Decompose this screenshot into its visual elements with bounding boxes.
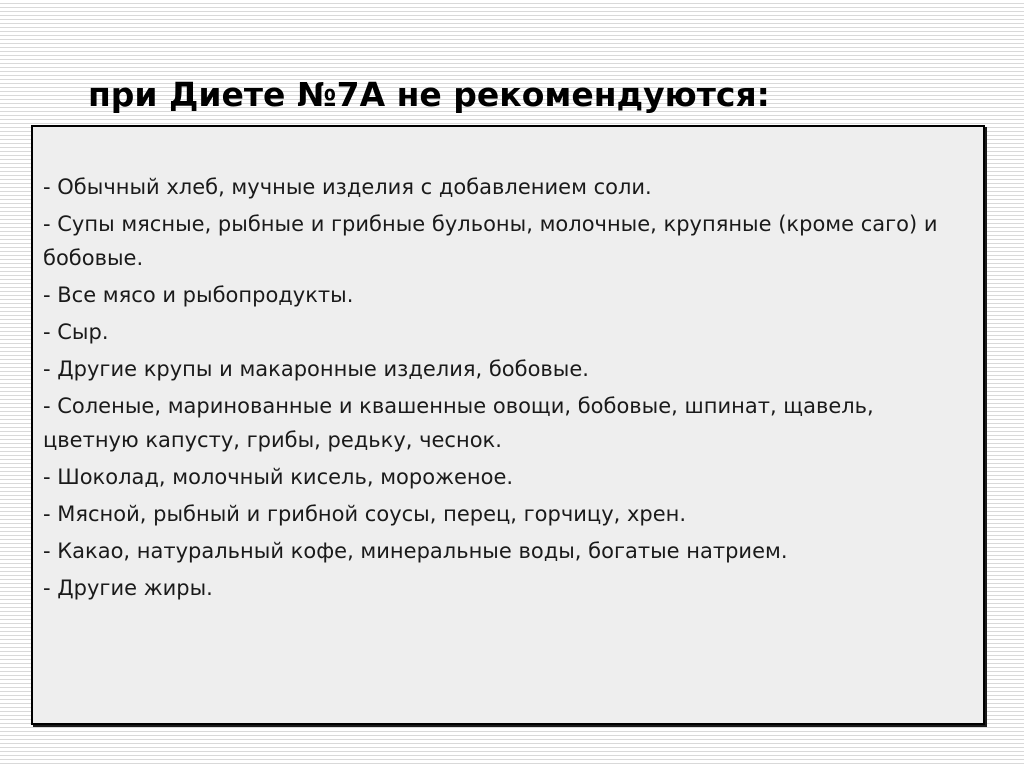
list-item: - Шоколад, молочный кисель, мороженое. <box>43 465 514 489</box>
list-item: - Соленые, маринованные и квашенные овощи, бобовые, шпинат, щавель, цветную капусту, грибы, редьку, чеснок. <box>43 394 874 452</box>
list-item: - Супы мясные, рыбные и грибные бульоны, молочные, крупяные (кроме саго) и бобовые. <box>43 212 938 270</box>
list-item: - Все мясо и рыбопродукты. <box>43 283 354 307</box>
list-item: - Другие жиры. <box>43 576 213 600</box>
list-item: - Другие крупы и макаронные изделия, бобовые. <box>43 357 589 381</box>
list-item: - Сыр. <box>43 320 109 344</box>
restricted-foods-list <box>43 170 963 608</box>
list-item: - Обычный хлеб, мучные изделия с добавлением соли. <box>43 175 652 199</box>
list-item: - Мясной, рыбный и грибной соусы, перец, горчицу, хрен. <box>43 502 687 526</box>
slide-title: при Диете №7А не рекомендуются: <box>88 75 770 114</box>
list-item: - Какао, натуральный кофе, минеральные воды, богатые натрием. <box>43 539 788 563</box>
content-box <box>31 125 985 725</box>
